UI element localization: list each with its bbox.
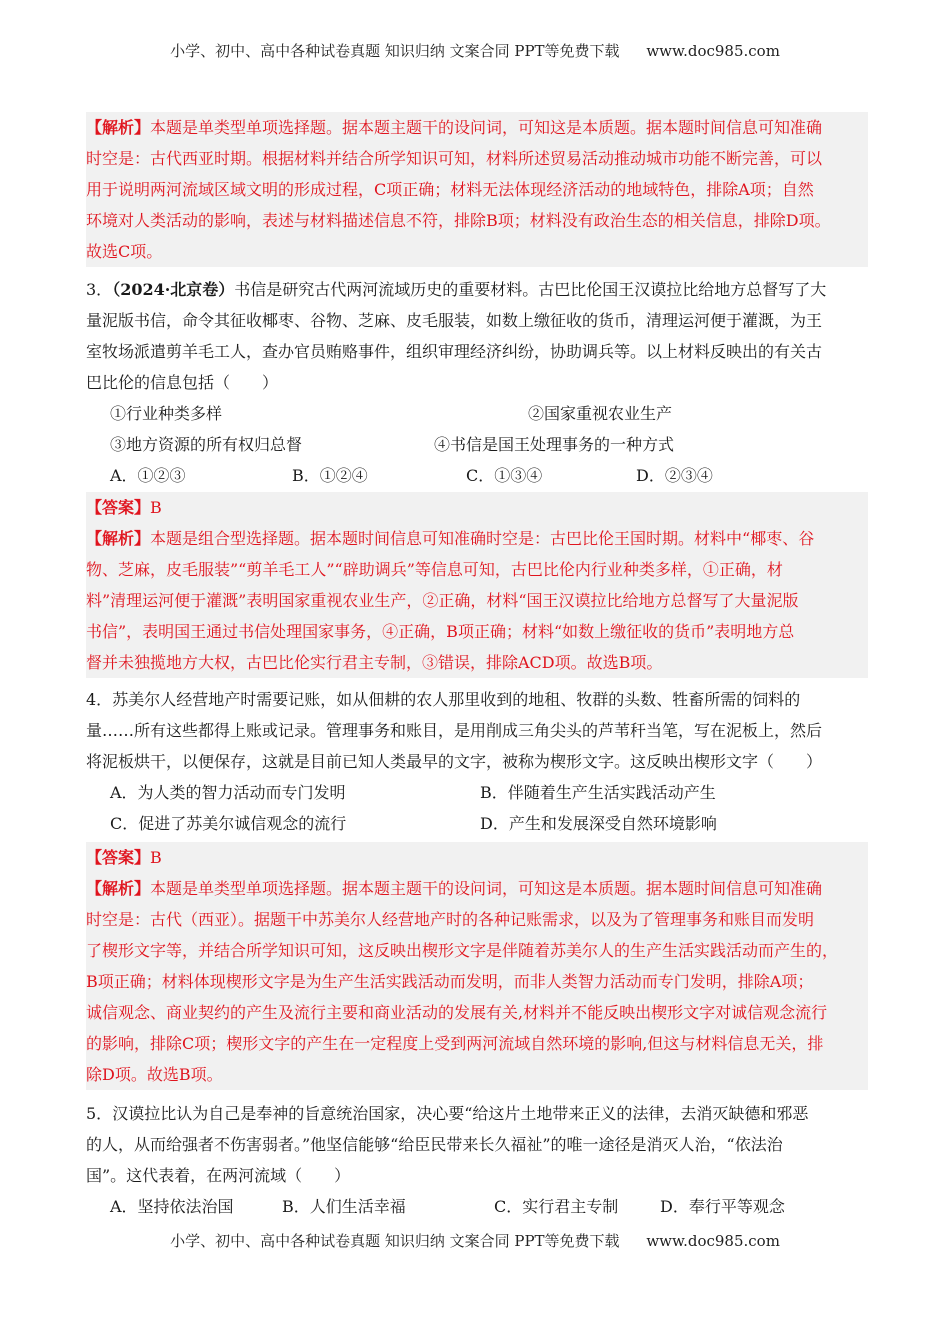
question-5 [86, 1098, 868, 1222]
q3-answer-box [86, 492, 868, 678]
options-row-2 [86, 808, 868, 839]
analysis-line: 的影响，排除C项；楔形文字的产生在一定程度上受到两河流域自然环境的影响,但这与材料信息无关，排 [86, 1034, 824, 1053]
option-b: B．①②④ [292, 466, 368, 485]
question-stem-line: 量泥版书信，命令其征收椰枣、谷物、芝麻、皮毛服装，如数上缴征收的货币，清理运河便于灌溉，为王 [86, 311, 823, 330]
q4-answer-box [86, 842, 868, 1090]
option-d: D．奉行平等观念 [660, 1197, 785, 1216]
option-a: A．为人类的智力活动而专门发明 [110, 783, 346, 802]
analysis-line: 督并未独揽地方大权，古巴比伦实行君主专制，③错误，排除ACD项。故选B项。 [86, 653, 663, 672]
q2-analysis [86, 112, 868, 267]
analysis-line: 除D项。故选B项。 [86, 1065, 223, 1084]
option-b: B．人们生活幸福 [282, 1197, 406, 1216]
question-stem-line: 的人，从而给强者不伤害弱者。”他坚信能够“给臣民带来长久福祉”的唯一途径是消灭人治，“依法治 [86, 1135, 783, 1154]
question-number: 5． [86, 1104, 113, 1123]
question-source: （2024·北京卷） [112, 280, 235, 299]
option-c: C．促进了苏美尔诚信观念的流行 [110, 814, 347, 833]
analysis-line: 【解析】本题是单类型单项选择题。据本题主题干的设问词，可知这是本质题。据本题时间信息可知准确 [86, 879, 823, 898]
answer-value: B [150, 498, 162, 517]
page-header [0, 40, 950, 61]
analysis-line: 【解析】本题是单类型单项选择题。据本题主题干的设问词，可知这是本质题。据本题时间信息可知准确 [86, 118, 823, 137]
analysis-line: B项正确；材料体现楔形文字是为生产生活实践活动而发明，而非人类智力活动而专门发明，排除A项； [86, 972, 814, 991]
page-footer [0, 1230, 950, 1251]
question-3 [86, 274, 868, 491]
answer-tag: 【答案】 [86, 498, 151, 517]
analysis-line: 故选C项。 [86, 242, 163, 261]
header-site: www.doc985.com [646, 42, 780, 60]
question-number: 3． [86, 280, 113, 299]
option-a: A．坚持依法治国 [110, 1197, 234, 1216]
statement-item: ④书信是国王处理事务的一种方式 [434, 435, 675, 454]
question-stem-line: 将泥板烘干，以便保存，这就是目前已知人类最早的文字，被称为楔形文字。这反映出楔形文字（ ） [86, 752, 823, 771]
analysis-line: 物、芝麻，皮毛服装”“剪羊毛工人”“辟助调兵”等信息可知，古巴比伦内行业种类多样，①正确，材 [86, 560, 783, 579]
option-d: D．②③④ [636, 466, 713, 485]
option-d: D．产生和发展深受自然环境影响 [480, 814, 717, 833]
question-number: 4． [86, 690, 113, 709]
question-stem-line: 巴比伦的信息包括（ ） [86, 373, 279, 392]
analysis-line: 时空是：古代（西亚）。据题干中苏美尔人经营地产时的各种记账需求，以及为了管理事务和账目而发明 [86, 910, 815, 929]
answer-tag: 【答案】 [86, 848, 151, 867]
statement-item: ①行业种类多样 [110, 404, 223, 423]
analysis-line: 【解析】本题是组合型选择题。据本题时间信息可知准确时空是：古巴比伦王国时期。材料中“椰枣、谷 [86, 529, 815, 548]
options-row [86, 460, 868, 491]
statement-row-2 [86, 429, 868, 460]
option-c: C．①③④ [466, 466, 543, 485]
statement-item: ②国家重视农业生产 [528, 404, 673, 423]
analysis-line: 书信”，表明国王通过书信处理国家事务，④正确，B项正确；材料“如数上缴征收的货币”表明地方总 [86, 622, 795, 641]
analysis-tag: 【解析】 [86, 118, 151, 137]
answer-line [86, 842, 868, 873]
header-text: 小学、初中、高中各种试卷真题 知识归纳 文案合同 PPT等免费下载 [170, 42, 620, 60]
footer-site: www.doc985.com [646, 1232, 780, 1250]
question-4 [86, 684, 868, 839]
analysis-line: 了楔形文字等，并结合所学知识可知，这反映出楔形文字是伴随着苏美尔人的生产生活实践活动而产生的， [86, 941, 839, 960]
analysis-line: 诚信观念、商业契约的产生及流行主要和商业活动的发展有关,材料并不能反映出楔形文字对诚信观念流行 [86, 1003, 828, 1022]
question-stem: 3．（2024·北京卷）书信是研究古代两河流域历史的重要材料。古巴比伦国王汉谟拉比给地方总督写了大 [86, 280, 827, 299]
question-stem: 5．汉谟拉比认为自己是奉神的旨意统治国家，决心要“给这片土地带来正义的法律，去消灭缺德和邪恶 [86, 1104, 809, 1123]
options-row-1 [86, 777, 868, 808]
answer-line [86, 492, 868, 523]
statement-item: ③地方资源的所有权归总督 [110, 435, 303, 454]
option-c: C．实行君主专制 [494, 1197, 619, 1216]
question-stem-line: 室牧场派遣剪羊毛工人，查办官员贿赂事件，组织审理经济纠纷，协助调兵等。以上材料反映出的有关古 [86, 342, 823, 361]
footer-text: 小学、初中、高中各种试卷真题 知识归纳 文案合同 PPT等免费下载 [170, 1232, 620, 1250]
statement-row-1 [86, 398, 868, 429]
analysis-line: 用于说明两河流域区域文明的形成过程，C项正确；材料无法体现经济活动的地域特色，排除A项；自然 [86, 180, 814, 199]
analysis-line: 时空是：古代西亚时期。根据材料并结合所学知识可知，材料所述贸易活动推动城市功能不断完善，可以 [86, 149, 823, 168]
options-row [86, 1191, 868, 1222]
option-b: B．伴随着生产生活实践活动产生 [480, 783, 716, 802]
analysis-tag: 【解析】 [86, 529, 151, 548]
analysis-line: 环境对人类活动的影响，表述与材料描述信息不符，排除B项；材料没有政治生态的相关信息，排除D项。 [86, 211, 831, 230]
answer-value: B [150, 848, 162, 867]
question-stem-line: 国”。这代表着，在两河流域（ ） [86, 1166, 351, 1185]
question-stem-line: 量……所有这些都得上账或记录。管理事务和账目，是用削成三角尖头的芦苇秆当笔，写在泥板上，然后 [86, 721, 823, 740]
question-stem: 4．苏美尔人经营地产时需要记账，如从佃耕的农人那里收到的地租、牧群的头数、牲畜所需的饲料的 [86, 690, 801, 709]
option-a: A．①②③ [110, 466, 186, 485]
analysis-tag: 【解析】 [86, 879, 151, 898]
analysis-line: 料”清理运河便于灌溉”表明国家重视农业生产，②正确，材料“国王汉谟拉比给地方总督写了大量泥版 [86, 591, 799, 610]
